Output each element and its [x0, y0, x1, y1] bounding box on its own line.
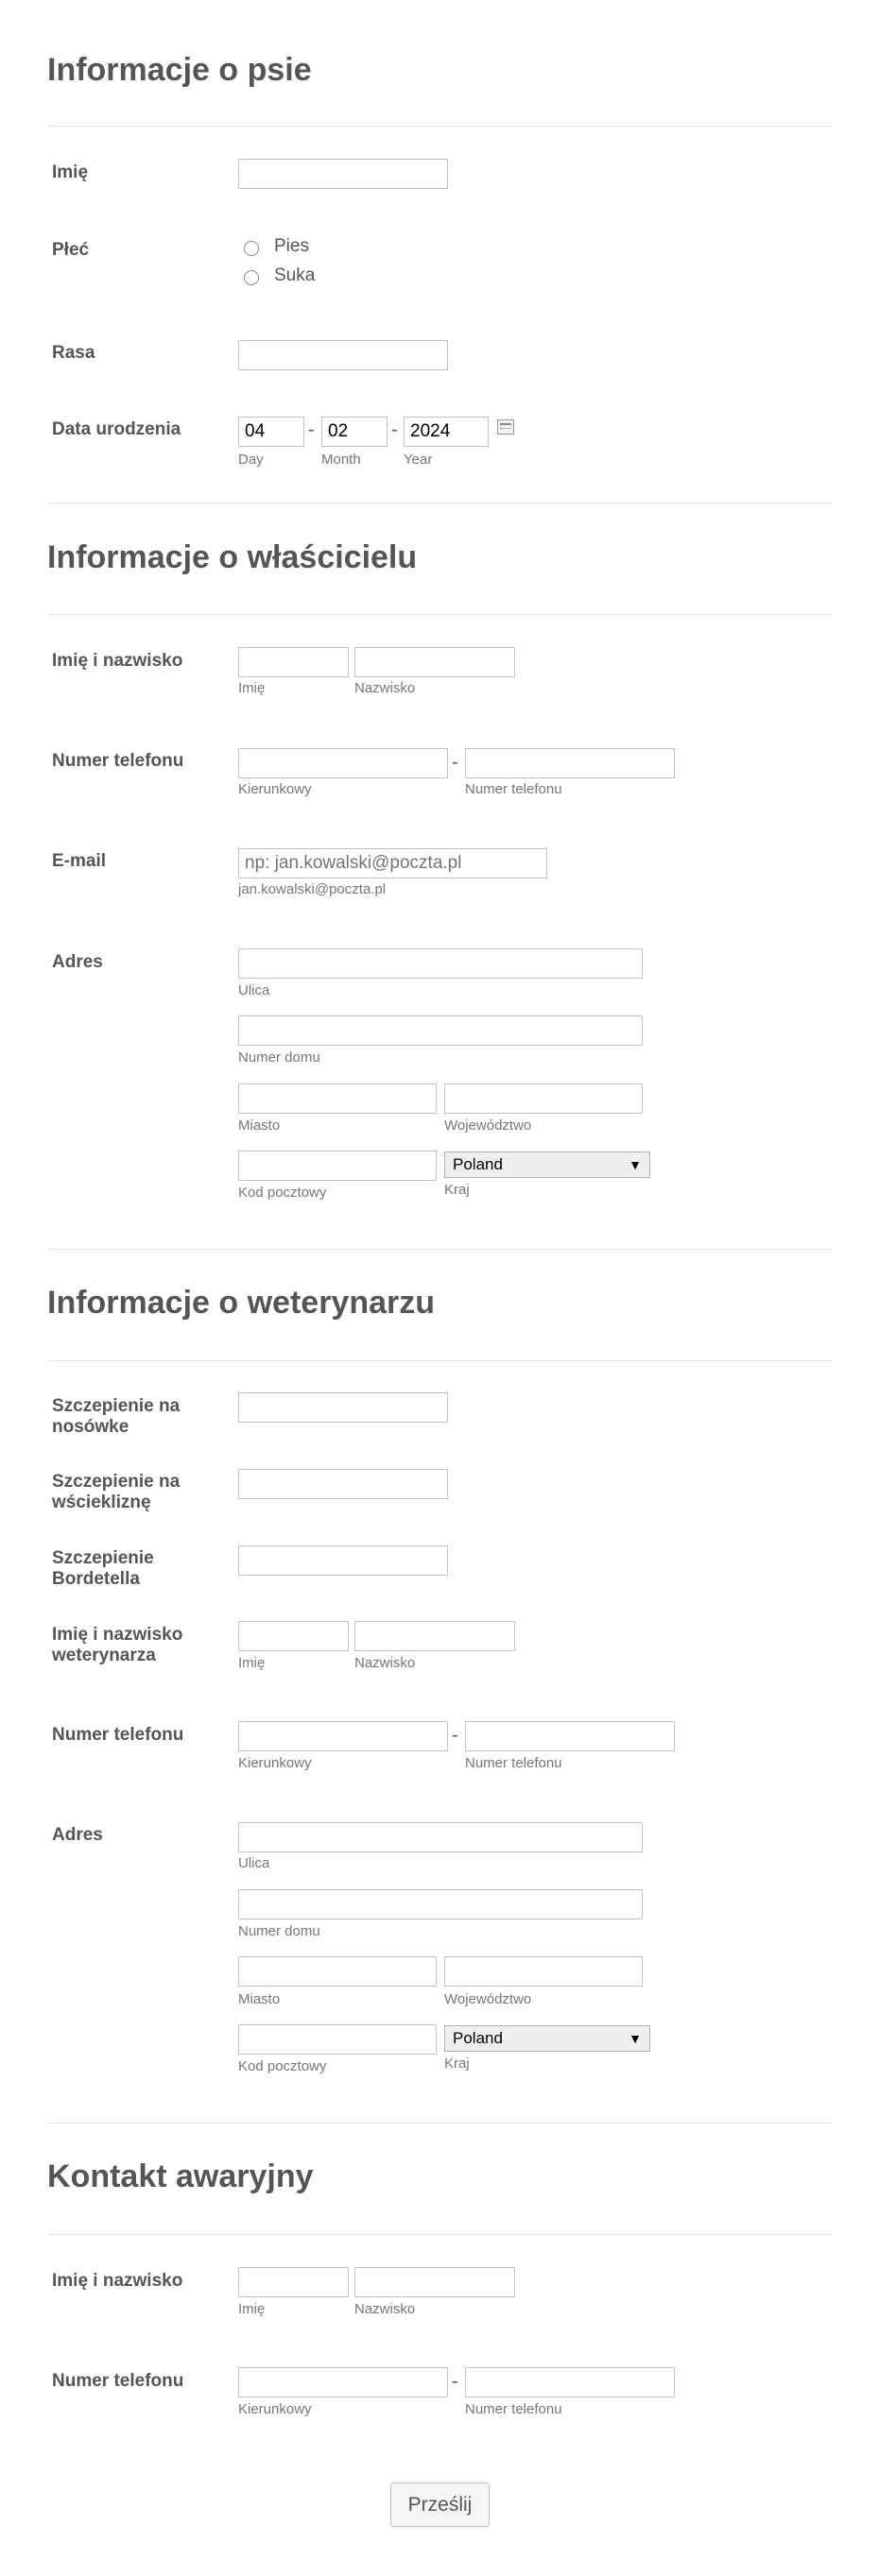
breed-input[interactable] — [238, 340, 448, 370]
vet-city-input[interactable] — [238, 1956, 437, 1987]
vet-country-select[interactable] — [444, 2025, 650, 2052]
owner-country-sublabel: Kraj — [444, 1182, 470, 1198]
vet-address-label: Adres — [52, 1825, 103, 1845]
dog-name-label: Imię — [52, 162, 89, 182]
owner-street-input[interactable] — [238, 948, 643, 979]
owner-first-name-input[interactable] — [238, 647, 349, 677]
owner-street-sublabel: Ulica — [238, 982, 270, 998]
distemper-input[interactable] — [238, 1392, 448, 1423]
phone-separator: - — [452, 2371, 458, 2392]
emergency-phone-number-input[interactable] — [465, 2367, 675, 2397]
owner-zip-sublabel: Kod pocztowy — [238, 1185, 327, 1201]
birth-month-input[interactable] — [321, 417, 388, 447]
radio-female-label: Suka — [274, 265, 316, 285]
owner-house-number-sublabel: Numer domu — [238, 1049, 320, 1066]
submit-button[interactable]: Prześlij — [390, 2482, 490, 2527]
emergency-first-name-input[interactable] — [238, 2267, 349, 2297]
owner-house-number-input[interactable] — [238, 1015, 643, 1046]
owner-city-sublabel: Miasto — [238, 1117, 281, 1134]
vet-area-code-input[interactable] — [238, 1721, 448, 1751]
owner-address-label: Adres — [52, 952, 103, 972]
vet-phone-number-input[interactable] — [465, 1721, 675, 1751]
emergency-phone-label: Numer telefonu — [52, 2371, 184, 2391]
birth-day-sublabel: Day — [238, 452, 264, 468]
birth-year-sublabel: Year — [404, 452, 433, 468]
vet-area-code-sublabel: Kierunkowy — [238, 1755, 312, 1771]
vet-last-name-sublabel: Nazwisko — [354, 1655, 416, 1671]
emergency-area-code-sublabel: Kierunkowy — [238, 2401, 312, 2417]
vet-street-sublabel: Ulica — [238, 1855, 270, 1871]
owner-last-name-sublabel: Nazwisko — [354, 680, 416, 696]
vet-zip-sublabel: Kod pocztowy — [238, 2058, 327, 2074]
vet-state-sublabel: Województwo — [444, 1991, 532, 2007]
rabies-label: Szczepienie na wściekliznę — [52, 1472, 181, 1512]
dog-sex-label: Płeć — [52, 240, 90, 260]
owner-fullname-label: Imię i nazwisko — [52, 651, 183, 671]
radio-male-label: Pies — [274, 236, 309, 256]
birth-month-sublabel: Month — [321, 452, 361, 468]
owner-country-value: Poland — [453, 1155, 503, 1173]
vet-first-name-input[interactable] — [238, 1621, 349, 1651]
bordetella-label: Szczepienie Bordetella — [52, 1548, 154, 1589]
owner-zip-input[interactable] — [238, 1151, 437, 1181]
emergency-area-code-input[interactable] — [238, 2367, 448, 2397]
birth-date-label: Data urodzenia — [52, 419, 181, 439]
vet-house-number-input[interactable] — [238, 1889, 643, 1919]
date-separator: - — [308, 419, 315, 440]
rabies-input[interactable] — [238, 1469, 448, 1499]
owner-state-sublabel: Województwo — [444, 1117, 532, 1134]
date-separator: - — [391, 419, 398, 440]
owner-state-input[interactable] — [444, 1083, 643, 1114]
owner-area-code-input[interactable] — [238, 748, 448, 778]
vet-street-input[interactable] — [238, 1822, 643, 1852]
vet-first-name-sublabel: Imię — [238, 1655, 266, 1671]
emergency-last-name-sublabel: Nazwisko — [354, 2301, 416, 2317]
divider — [47, 2234, 832, 2235]
divider — [47, 1360, 832, 1361]
radio-male[interactable] — [244, 241, 259, 256]
section-title-vet: Informacje o weterynarzu — [47, 1285, 436, 1321]
radio-female[interactable] — [244, 270, 259, 285]
owner-last-name-input[interactable] — [354, 647, 515, 677]
vet-last-name-input[interactable] — [354, 1621, 515, 1651]
bordetella-input[interactable] — [238, 1545, 448, 1576]
owner-email-input[interactable] — [238, 848, 547, 879]
vet-city-sublabel: Miasto — [238, 1991, 281, 2007]
birth-day-input[interactable] — [238, 417, 304, 447]
emergency-first-name-sublabel: Imię — [238, 2301, 266, 2317]
vet-zip-input[interactable] — [238, 2024, 437, 2055]
section-title-dog: Informacje o psie — [47, 52, 312, 88]
vet-phone-number-sublabel: Numer telefonu — [465, 1755, 562, 1771]
divider — [47, 126, 832, 127]
emergency-last-name-input[interactable] — [354, 2267, 515, 2297]
distemper-label: Szczepienie na nosówke — [52, 1396, 181, 1437]
owner-country-select[interactable] — [444, 1152, 650, 1178]
owner-city-input[interactable] — [238, 1083, 437, 1114]
section-title-emergency: Kontakt awaryjny — [47, 2158, 314, 2194]
divider — [47, 614, 832, 615]
vet-fullname-label: Imię i nazwisko weterynarza — [52, 1625, 183, 1665]
emergency-phone-number-sublabel: Numer telefonu — [465, 2401, 562, 2417]
vet-country-value: Poland — [453, 2029, 503, 2047]
divider — [47, 2123, 832, 2124]
phone-separator: - — [452, 752, 458, 773]
vet-house-number-sublabel: Numer domu — [238, 1923, 320, 1939]
owner-phone-number-input[interactable] — [465, 748, 675, 778]
emergency-fullname-label: Imię i nazwisko — [52, 2271, 183, 2291]
section-title-owner: Informacje o właścicielu — [47, 539, 418, 575]
owner-area-code-sublabel: Kierunkowy — [238, 781, 312, 797]
owner-email-sublabel: jan.kowalski@poczta.pl — [238, 881, 387, 897]
owner-phone-label: Numer telefonu — [52, 751, 184, 771]
owner-email-label: E-mail — [52, 851, 107, 871]
chevron-down-icon: ▼ — [629, 1157, 642, 1172]
vet-phone-label: Numer telefonu — [52, 1725, 184, 1745]
owner-first-name-sublabel: Imię — [238, 680, 266, 696]
breed-label: Rasa — [52, 343, 95, 363]
chevron-down-icon: ▼ — [629, 2031, 642, 2046]
owner-phone-number-sublabel: Numer telefonu — [465, 781, 562, 797]
vet-state-input[interactable] — [444, 1956, 643, 1987]
birth-year-input[interactable] — [404, 417, 489, 447]
divider — [47, 1249, 832, 1250]
vet-country-sublabel: Kraj — [444, 2056, 470, 2072]
calendar-icon[interactable] — [497, 419, 514, 435]
dog-name-input[interactable] — [238, 159, 448, 189]
phone-separator: - — [452, 1725, 458, 1746]
